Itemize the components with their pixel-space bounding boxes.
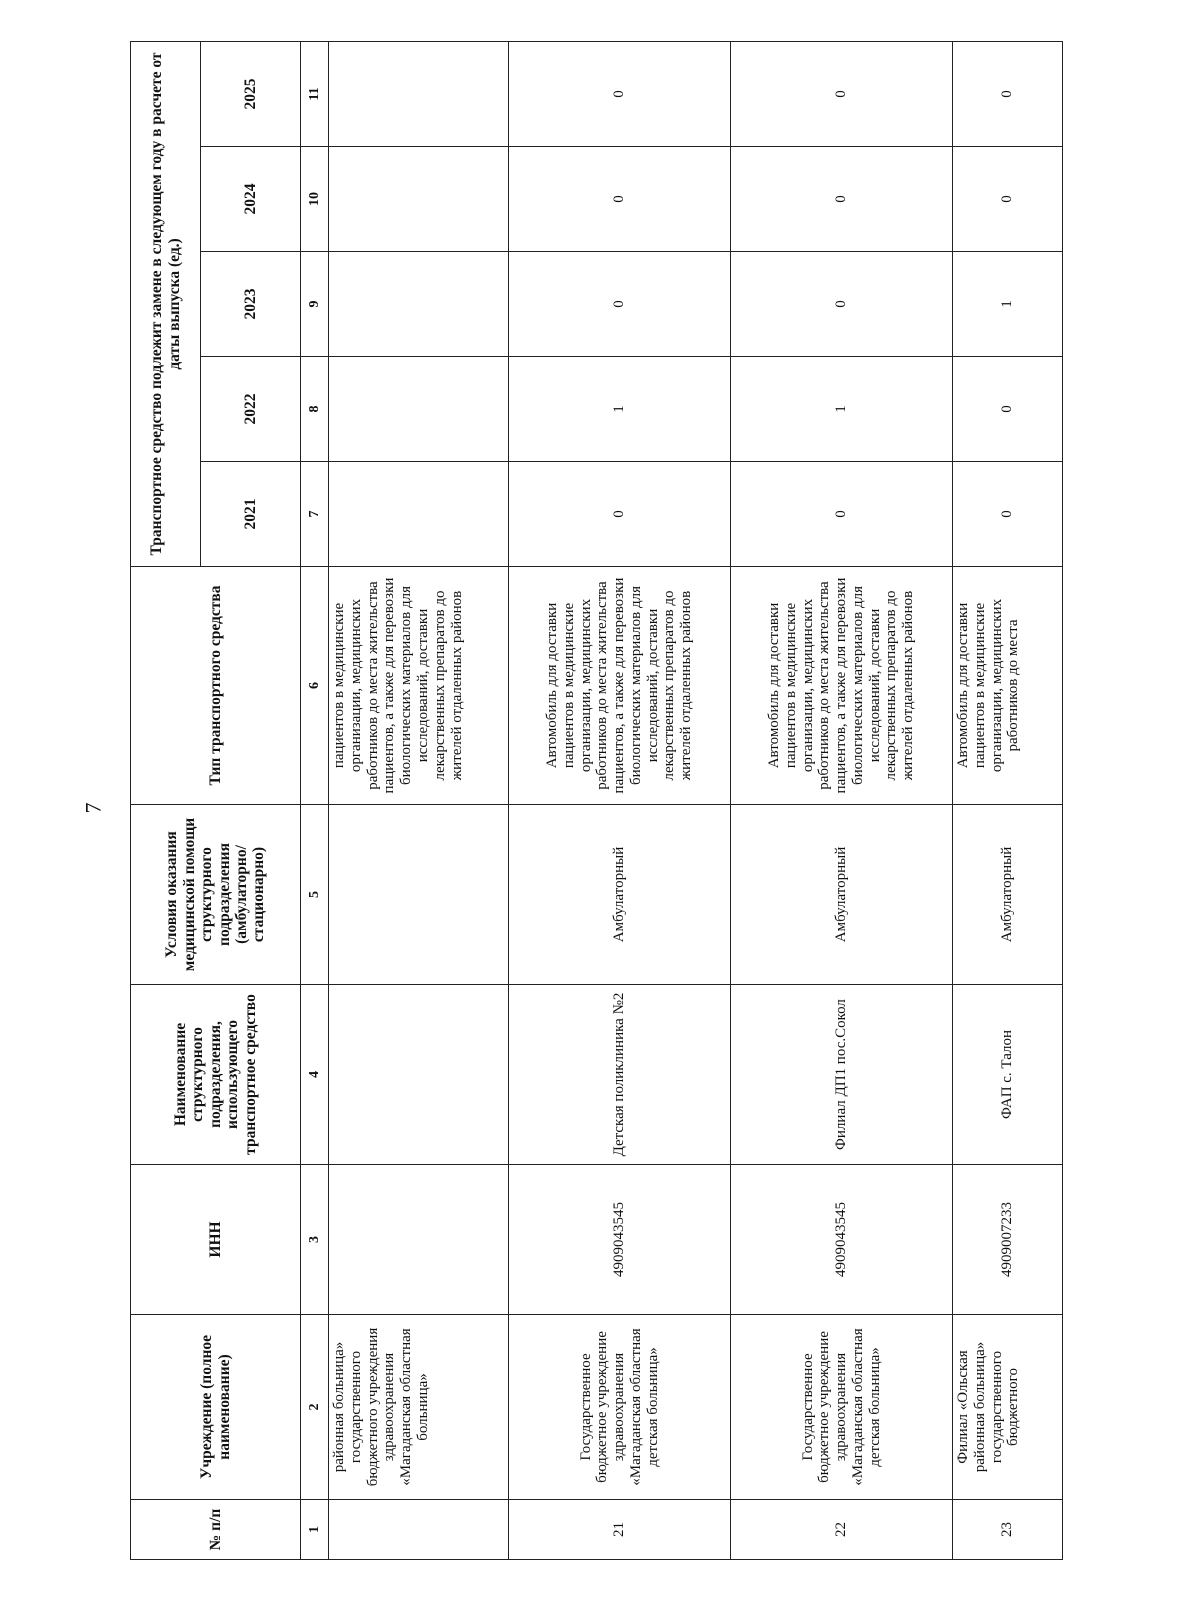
row-number: 21 — [509, 1500, 731, 1560]
row-number: 23 — [953, 1500, 1063, 1560]
header-institution: Учреждение (полное наименование) — [131, 1315, 301, 1500]
col-number: 4 — [301, 985, 329, 1165]
col-number: 1 — [301, 1500, 329, 1560]
header-vehicle-type: Тип транспортного средства — [131, 567, 301, 805]
vehicle-type-cell: Автомобиль для доставки пациентов в медицинские организации, медицинских работников до места — [953, 567, 1063, 805]
value-2022: 1 — [509, 357, 731, 462]
table-row — [329, 41, 509, 1559]
header-year-2024: 2024 — [201, 147, 301, 252]
col-number: 2 — [301, 1315, 329, 1500]
institution-cell: Государственное бюджетное учреждение здравоохранения «Магаданская областная детская больница» — [731, 1315, 953, 1500]
header-n: № п/п — [131, 1500, 301, 1560]
value-2021 — [329, 462, 509, 567]
page-number: 7 — [80, 802, 106, 814]
institution-cell: Филиал «Ольская районная больница» государственного бюджетного — [953, 1315, 1063, 1500]
rotated-page — [130, 42, 1062, 1560]
header-year-2022: 2022 — [201, 357, 301, 462]
col-number: 11 — [301, 41, 329, 146]
conditions-cell: Амбулаторный — [509, 805, 731, 985]
header-year-2021: 2021 — [201, 462, 301, 567]
header-year-2023: 2023 — [201, 252, 301, 357]
col-number: 6 — [301, 567, 329, 805]
inn-cell: 4909007233 — [953, 1165, 1063, 1315]
value-2025: 0 — [953, 41, 1063, 146]
header-year-2025: 2025 — [201, 41, 301, 146]
inn-cell: 4909043545 — [731, 1165, 953, 1315]
value-2021: 0 — [953, 462, 1063, 567]
vehicle-type-cell: Автомобиль для доставки пациентов в медицинские организации, медицинских работников до места жительства пациентов, а также для перевозки биологических материалов для исследований, доставки лекарственных препаратов до жителей отдаленных районов — [509, 567, 731, 805]
col-number: 3 — [301, 1165, 329, 1315]
value-2021: 0 — [509, 462, 731, 567]
col-number: 8 — [301, 357, 329, 462]
table-row — [953, 41, 1063, 1559]
conditions-cell: Амбулаторный — [731, 805, 953, 985]
row-number: 22 — [731, 1500, 953, 1560]
table-row — [509, 41, 731, 1559]
inn-cell: 4909043545 — [509, 1165, 731, 1315]
value-2023: 0 — [731, 252, 953, 357]
value-2025: 0 — [509, 41, 731, 146]
value-2022: 1 — [731, 357, 953, 462]
subdivision-cell — [329, 985, 509, 1165]
value-2024: 0 — [731, 147, 953, 252]
col-number: 9 — [301, 252, 329, 357]
header-inn: ИНН — [131, 1165, 301, 1315]
header-conditions: Условия оказания медицинской помощи структурного подразделения (амбулаторно/ стационарно) — [131, 805, 301, 985]
value-2022 — [329, 357, 509, 462]
value-2025: 0 — [731, 41, 953, 146]
col-number: 7 — [301, 462, 329, 567]
value-2022: 0 — [953, 357, 1063, 462]
value-2024: 0 — [953, 147, 1063, 252]
value-2024: 0 — [509, 147, 731, 252]
value-2023: 0 — [509, 252, 731, 357]
vehicle-replacement-table — [130, 41, 1063, 1560]
subdivision-cell: Филиал ДП1 пос.Сокол — [731, 985, 953, 1165]
col-number: 5 — [301, 805, 329, 985]
subdivision-cell: ФАП с. Талон — [953, 985, 1063, 1165]
institution-cell: Государственное бюджетное учреждение здравоохранения «Магаданская областная детская больница» — [509, 1315, 731, 1500]
vehicle-type-cell: Автомобиль для доставки пациентов в медицинские организации, медицинских работников до места жительства пациентов, а также для перевозки биологических материалов для исследований, доставки лекарственных препаратов до жителей отдаленных районов — [731, 567, 953, 805]
value-2021: 0 — [731, 462, 953, 567]
value-2024 — [329, 147, 509, 252]
value-2025 — [329, 41, 509, 146]
row-number — [329, 1500, 509, 1560]
table-row — [731, 41, 953, 1559]
header-replacement: Транспортное средство подлежит замене в следующем году в расчете от даты выпуска (ед.) — [131, 41, 201, 566]
subdivision-cell: Детская поликлиника №2 — [509, 985, 731, 1165]
header-row-1 — [131, 41, 201, 1559]
col-number: 10 — [301, 147, 329, 252]
value-2023: 1 — [953, 252, 1063, 357]
vehicle-type-cell: пациентов в медицинские организации, медицинских работников до места жительства пациентов, а также для перевозки биологических материалов для исследований, доставки лекарственных препаратов до жителей отдаленных районов — [329, 567, 509, 805]
conditions-cell: Амбулаторный — [953, 805, 1063, 985]
institution-cell: районная больница» государственного бюджетного учреждения здравоохранения «Магаданская областная больница» — [329, 1315, 509, 1500]
inn-cell — [329, 1165, 509, 1315]
conditions-cell — [329, 805, 509, 985]
header-subdivision: Наименование структурного подразделения, использующего транспортное средство — [131, 985, 301, 1165]
value-2023 — [329, 252, 509, 357]
column-number-row — [301, 41, 329, 1559]
